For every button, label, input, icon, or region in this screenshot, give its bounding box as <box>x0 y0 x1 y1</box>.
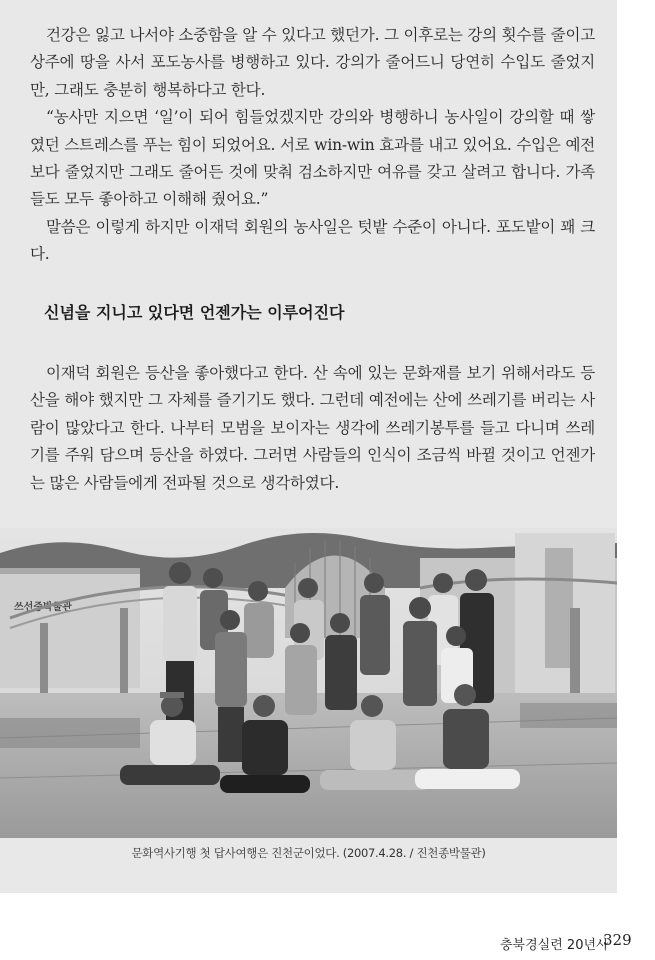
section-text-block <box>30 360 595 497</box>
body-text-block <box>30 22 595 269</box>
group-photo <box>0 528 617 838</box>
svg-text:쓰선중박물관: 쓰선중박물관 <box>14 602 72 613</box>
section-heading: 신념을 지니고 있다면 언젠가는 이루어진다 <box>44 303 345 322</box>
paragraph-hiking: 이재덕 회원은 등산을 좋아했다고 한다. 산 속에 있는 문화재를 보기 위해서라도 등산을 해야 했지만 그 자체를 즐기기도 했다. 그런데 예전에는 산에 쓰레기를 버리는 사람이 많았다고 한다. 나부터 모범을 보이자는 생각에 쓰레기봉투를 들고 다니며 쓰레기를 주워 담으며 등산을 하였다. 그러면 사람들의 인식이 조금씩 바뀔 것이고 언젠가는 많은 사람들에게 전파될 것으로 생각하였다. <box>30 364 595 492</box>
paragraph-health: 건강은 잃고 나서야 소중함을 알 수 있다고 했던가. 그 이후로는 강의 횟수를 줄이고 상주에 땅을 사서 포도농사를 병행하고 있다. 강의가 줄어드니 당연히 수입도 줄었지만, 그래도 충분히 행복하다고 한다. <box>30 26 595 99</box>
paragraph-quote: “농사만 지으면 ‘일’이 되어 힘들었겠지만 강의와 병행하니 농사일이 강의할 때 쌓였던 스트레스를 푸는 힘이 되었어요. 서로 win-win 효과를 내고 있어요. 수입은 예전보다 줄었지만 그래도 줄어든 것에 맞춰 검소하지만 여유를 갖고 살려고 합니다. 가족들도 모두 좋아하고 이해해 줬어요.” <box>30 108 595 209</box>
page-number: 329 <box>603 931 632 949</box>
paragraph-vineyard: 말씀은 이렇게 하지만 이재덕 회원의 농사일은 텃밭 수준이 아니다. 포도밭이 꽤 크다. <box>30 217 595 264</box>
footer-book-title: 충북경실련 20년사 <box>500 938 609 953</box>
photo-caption: 문화역사기행 첫 답사여행은 진천군이었다. (2007.4.28. / 진천종박물관) <box>131 846 486 860</box>
